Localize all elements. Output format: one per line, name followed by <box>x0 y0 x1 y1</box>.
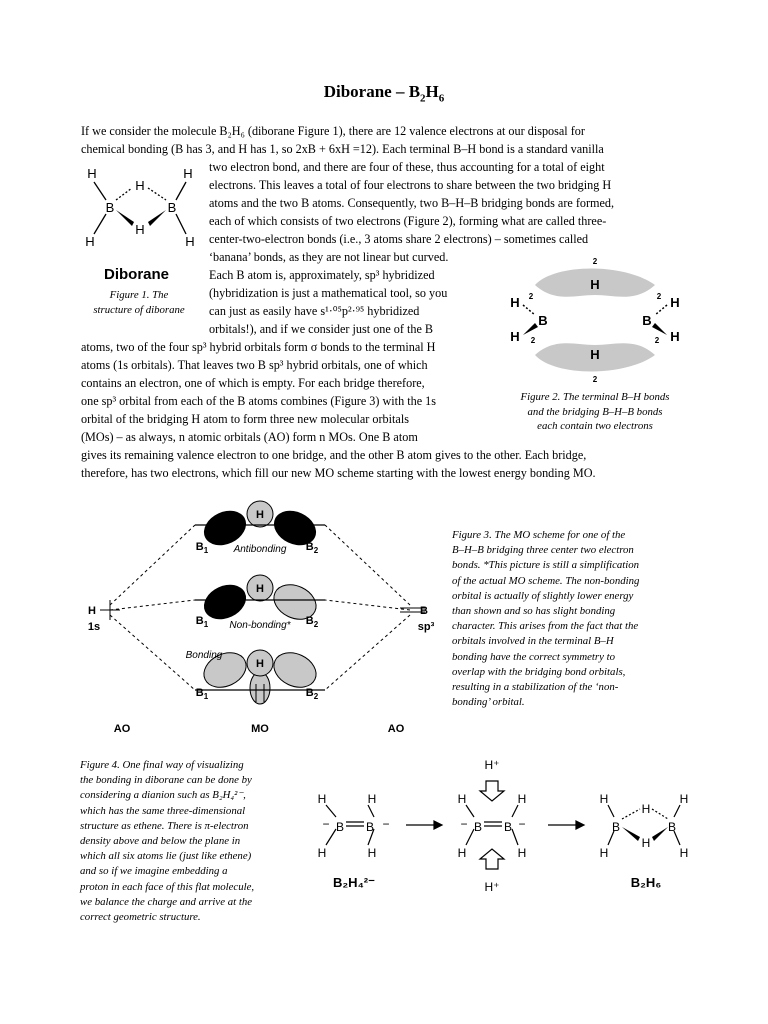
electron-count: 2 <box>654 336 660 345</box>
atom-h: H <box>510 295 520 310</box>
figure1-caption: Figure 1. The structure of diborane <box>93 289 185 316</box>
svg-text:B: B <box>667 820 677 834</box>
figure4-caption: Figure 4. One final way of visualizing the bonding in diborane can be done by considering a dianion such as B₂H₄²⁻, which has the same three-dimensional structure as ethene. There is π-electron density above and below the plane in which all six atoms lie (just like ethene) and so if we imagine embedding a proton in each face of this flat molecule, we balance the charge and arrive at the correct geometric structure. <box>80 759 255 924</box>
atom-h: H <box>87 166 97 181</box>
svg-text:H: H <box>517 846 527 860</box>
svg-text:sp³: sp³ <box>417 621 435 633</box>
svg-text:H⁺: H⁺ <box>484 758 500 772</box>
svg-text:B: B <box>503 820 513 834</box>
svg-text:H: H <box>256 509 264 521</box>
svg-text:H: H <box>367 846 377 860</box>
atom-h: H <box>510 329 520 344</box>
body-line: each of which consists of two electrons (Figure 2), forming what are called three- <box>209 214 607 228</box>
svg-text:H: H <box>457 792 467 806</box>
body-line: therefore, has two electrons, which fill our new MO scheme starting with the lowest energy bonding MO. <box>81 466 596 480</box>
svg-text:B: B <box>335 820 345 834</box>
atom-b: B <box>538 313 548 328</box>
atom-b: B <box>167 200 177 215</box>
body-line: chemical bonding (B has 3, and H has 1, so 2xB + 6xH =12). Each terminal B–H bond is a standard vanilla <box>81 142 604 156</box>
body-line: (MOs) – as always, n atomic orbitals (AO) form n MOs. One B atom <box>81 430 418 444</box>
svg-text:H: H <box>256 658 264 670</box>
svg-text:MO: MO <box>251 723 269 735</box>
atom-h: H <box>183 166 193 181</box>
svg-text:H: H <box>88 605 96 617</box>
svg-text:B: B <box>420 605 428 617</box>
body-line: orbitals!), and if we consider just one of the B <box>209 322 434 336</box>
protonation-scheme-figure <box>310 755 690 905</box>
electron-count: 2 <box>592 375 598 384</box>
svg-text:B1: $B_1$ <box>195 615 209 629</box>
svg-text:H: H <box>679 792 689 806</box>
body-line: Each B atom is, approximately, sp³ hybridized <box>209 268 435 282</box>
atom-h: H <box>590 347 600 362</box>
atom-h: H <box>135 222 145 237</box>
svg-text:H: H <box>641 836 651 850</box>
svg-text:Bonding: Bonding <box>185 650 223 661</box>
body-line: (hybridization is just a mathematical tool, so you <box>209 286 448 300</box>
svg-text:AO: AO <box>387 723 405 735</box>
svg-text:AO: AO <box>113 723 131 735</box>
svg-text:B: B <box>365 820 375 834</box>
mo-scheme-figure <box>80 500 440 740</box>
bridging-bonds-figure <box>505 255 685 387</box>
svg-text:−: − <box>518 817 526 831</box>
atom-h: H <box>670 295 680 310</box>
diborane-label: Diborane <box>104 266 170 283</box>
electron-count: 2 <box>528 292 534 301</box>
svg-text:B1: $B_1$ <box>195 687 209 701</box>
svg-text:B: B <box>611 820 621 834</box>
svg-text:H: H <box>317 846 327 860</box>
svg-text:Non-bonding*: Non-bonding* <box>229 620 291 631</box>
svg-text:−: − <box>460 817 468 831</box>
atom-h: H <box>135 178 145 193</box>
body-line: can just as easily have s¹·⁰⁵p²·⁹⁵ hybridized <box>209 304 420 318</box>
svg-text:H: H <box>641 802 651 816</box>
body-line: contains an electron, one of which is empty. For each bridge therefore, <box>81 376 425 390</box>
svg-text:H: H <box>317 792 327 806</box>
page-title: Diborane – $B_2H_6$ <box>323 82 445 105</box>
figure3-caption: Figure 3. The MO scheme for one of the B–H–B bridging three center two electron bonds. *This picture is still a simplification of the actual MO scheme. The non-bonding orbital is actually of slightly lower energy than shown and so has slight bonding character. This arises from the fact that the orbitals involved in the terminal B–H bonding have the correct symmetry to overlap with the bridging bond orbitals, resulting in a stabilization of the ‘non- bonding’ orbital. <box>452 529 640 709</box>
atom-b: B <box>105 200 115 215</box>
svg-text:B2: $B_2$ <box>305 541 319 555</box>
atom-h: H <box>85 234 95 249</box>
body-line: one sp³ orbital from each of the B atoms combines (Figure 3) with the 1s <box>81 394 436 408</box>
svg-text:H: H <box>367 792 377 806</box>
svg-text:H: H <box>599 846 609 860</box>
svg-text:H: H <box>457 846 467 860</box>
body-line: atoms and the two B atoms. Consequently, two B–H–B bridging bonds are formed, <box>209 196 615 210</box>
atom-h: H <box>670 329 680 344</box>
figure2-caption: Figure 2. The terminal B–H bonds and the bridging B–H–B bonds each contain two electrons <box>520 391 670 432</box>
body-line: atoms, two of the four sp³ hybrid orbitals form σ bonds to the terminal H <box>81 340 436 354</box>
body-line: gives its remaining valence electron to one bridge, and the other B atom gives to the other. Each bridge, <box>81 448 587 462</box>
body-line: If we consider the molecule B₂H₆ (diborane Figure 1), there are 12 valence electrons at our disposal for <box>81 124 585 138</box>
svg-text:H⁺: H⁺ <box>484 880 500 894</box>
electron-count: 2 <box>656 292 662 301</box>
atom-b: B <box>642 313 652 328</box>
svg-text:B2: $B_2$ <box>305 615 319 629</box>
diborane-structure-figure <box>80 162 202 252</box>
body-line: orbital of the bridging H atom to form three new molecular orbitals <box>81 412 409 426</box>
dianion-label: B₂H₄²⁻ <box>333 875 375 890</box>
svg-text:B2: $B_2$ <box>305 687 319 701</box>
svg-text:H: H <box>256 583 264 595</box>
svg-text:1s: 1s <box>87 621 101 633</box>
body-line: center-two-electron bonds (i.e., 3 atoms share 2 electrons) – sometimes called <box>209 232 589 246</box>
svg-text:−: − <box>322 817 330 831</box>
atom-h: H <box>185 234 195 249</box>
electron-count: 2 <box>592 257 598 266</box>
svg-text:−: − <box>382 817 390 831</box>
body-line: two electron bond, and there are four of these, thus accounting for a total of eight <box>209 160 605 174</box>
diborane-formula-label: B₂H₆ <box>630 875 662 890</box>
svg-text:B1: $B_1$ <box>195 541 209 555</box>
svg-text:H: H <box>679 846 689 860</box>
electron-count: 2 <box>530 336 536 345</box>
body-line: ‘banana’ bonds, as they are not linear but curved. <box>209 250 449 264</box>
atom-h: H <box>590 277 600 292</box>
body-line: electrons. This leaves a total of four electrons to share between the two bridging H <box>209 178 612 192</box>
svg-text:H: H <box>517 792 527 806</box>
body-line: atoms (1s orbitals). That leaves two B sp³ hybrid orbitals, one of which <box>81 358 428 372</box>
svg-text:B: B <box>473 820 483 834</box>
svg-text:Antibonding: Antibonding <box>233 544 287 555</box>
svg-text:H: H <box>599 792 609 806</box>
